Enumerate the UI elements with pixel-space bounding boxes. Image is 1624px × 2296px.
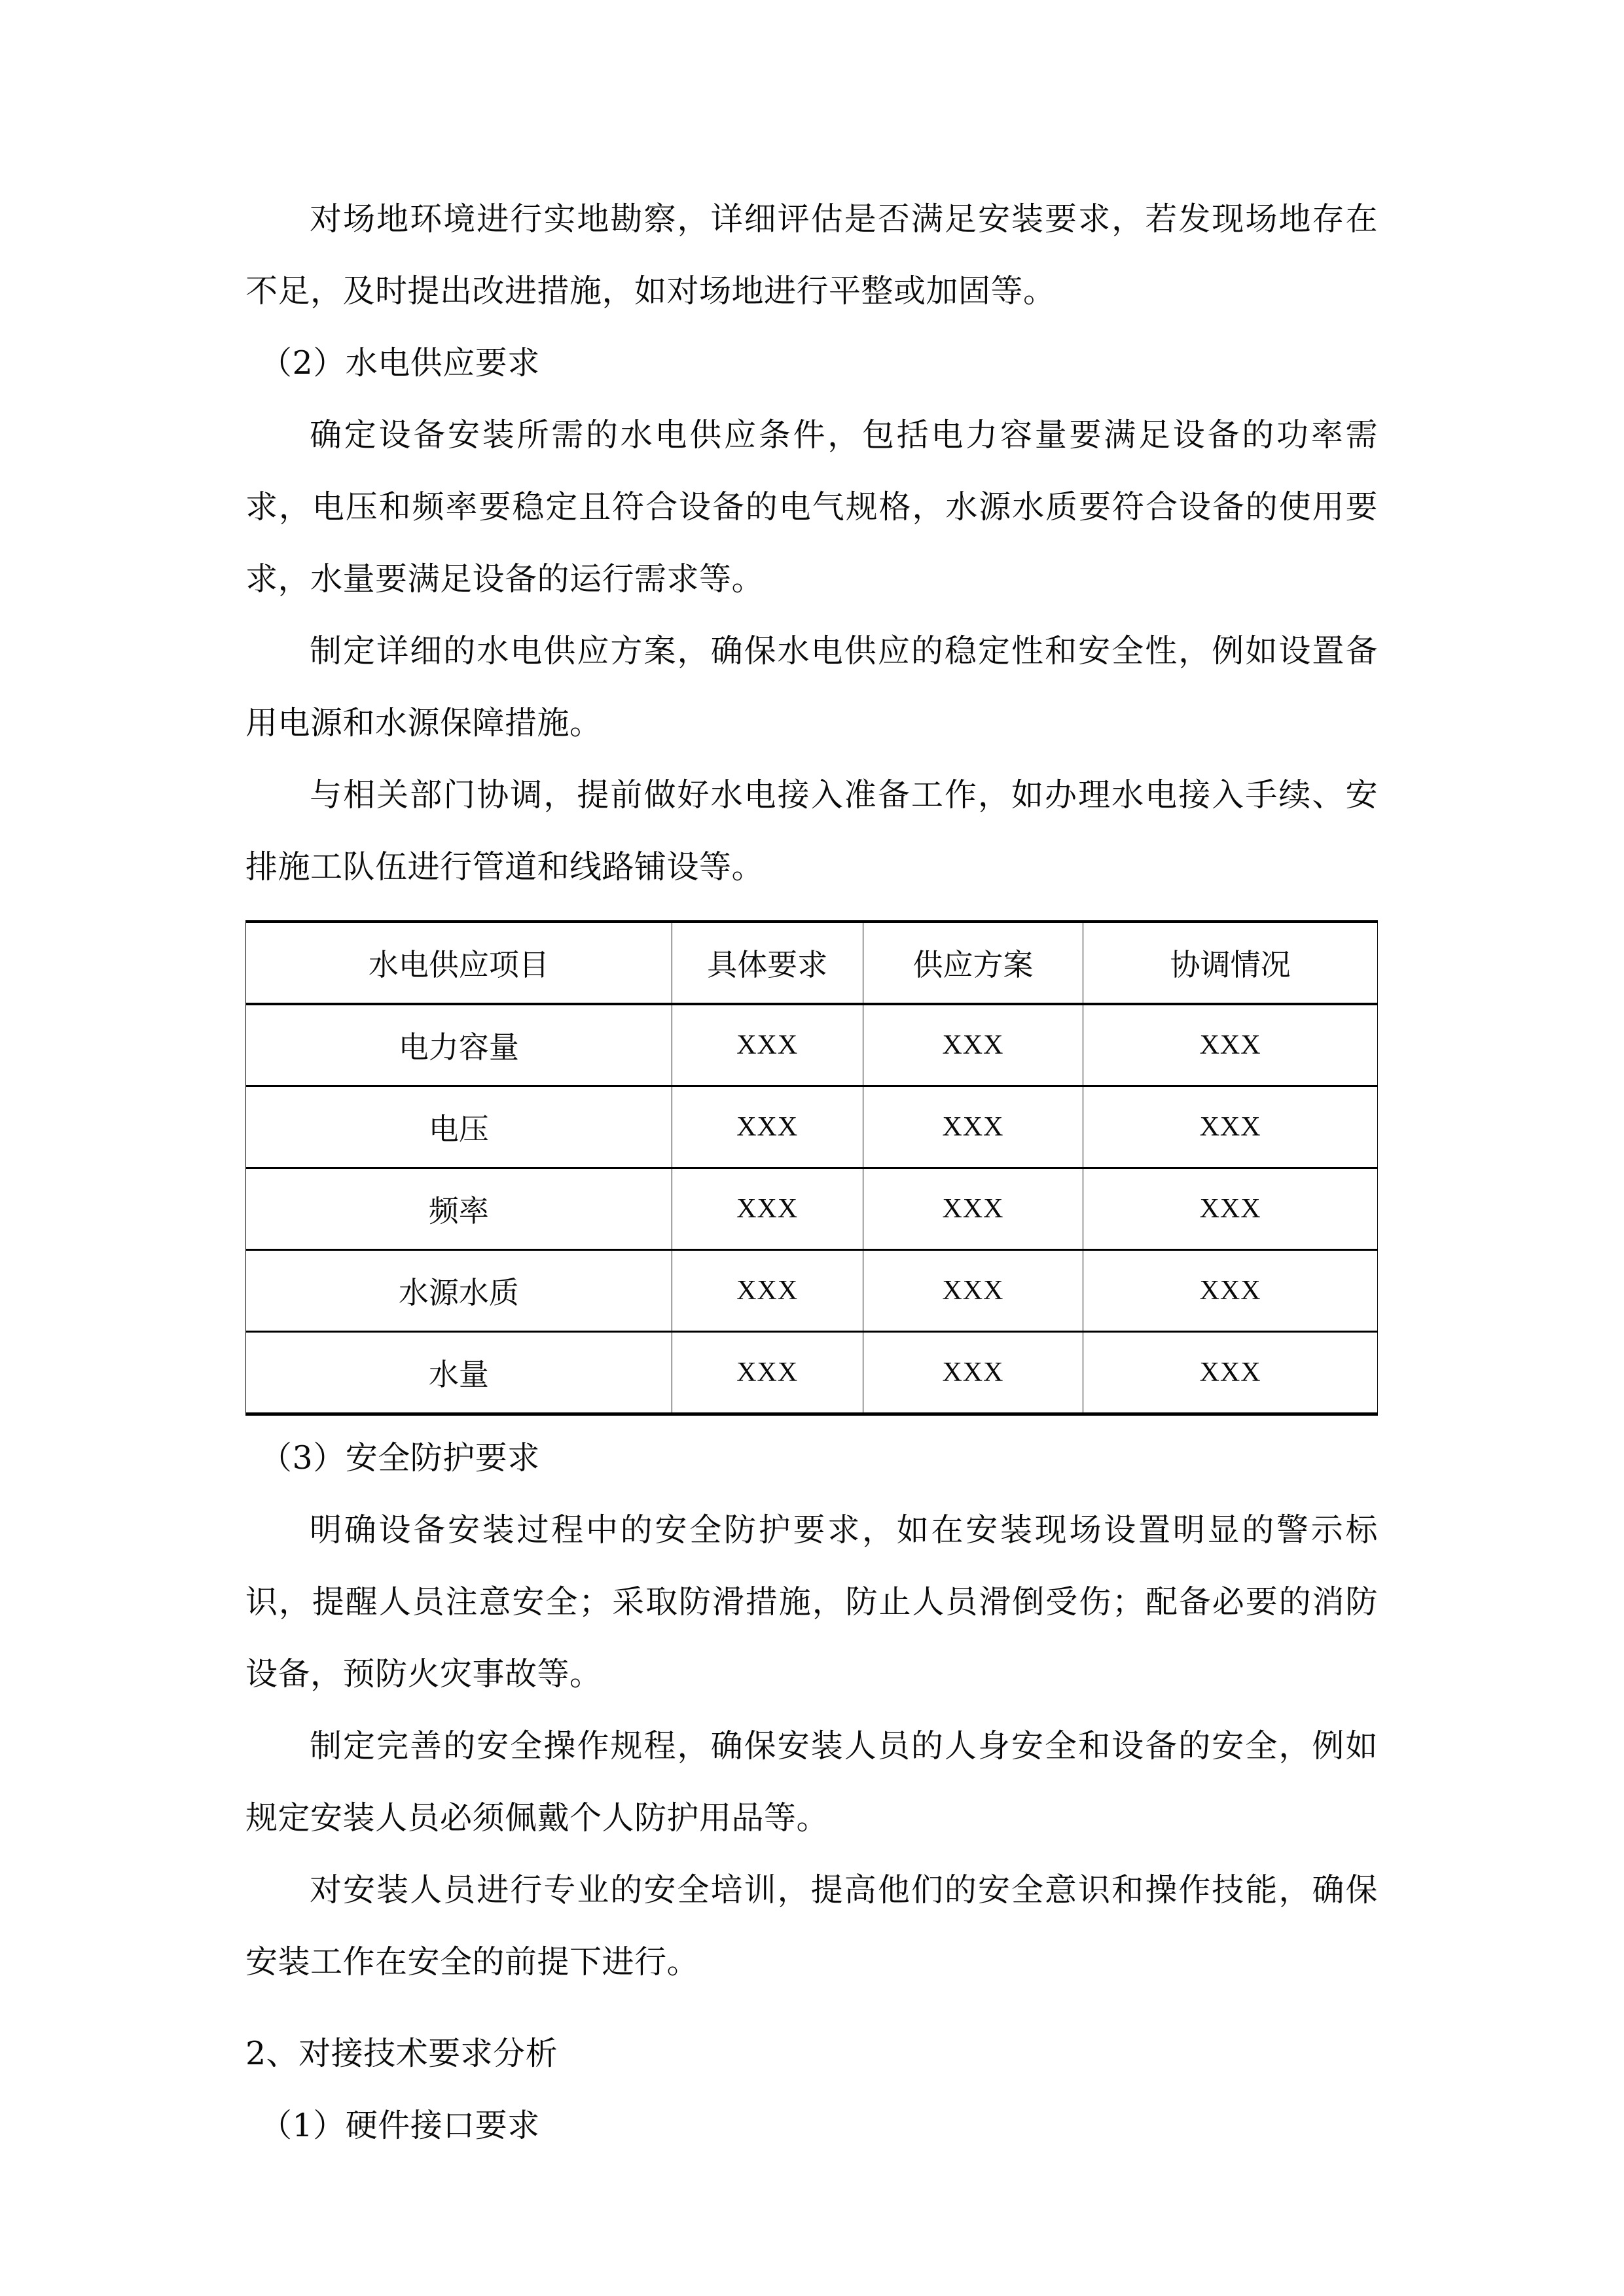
- paragraph-supply-conditions: 确定设备安装所需的水电供应条件，包括电力容量要满足设备的功率需求，电压和频率要稳定且符合设备的电气规格，水源水质要符合设备的使用要求，水量要满足设备的运行需求等。: [245, 416, 1378, 598]
- cell-item: 水源水质: [246, 1250, 672, 1332]
- cell-plan: XXX: [863, 1086, 1083, 1168]
- table-row: [246, 1168, 1378, 1250]
- paragraph-supply-plan: 制定详细的水电供应方案，确保水电供应的稳定性和安全性，例如设置备用电源和水源保障措施。: [245, 632, 1378, 742]
- column-header-plan: 供应方案: [863, 922, 1083, 1004]
- cell-item: 频率: [246, 1168, 672, 1250]
- cell-plan: XXX: [863, 1332, 1083, 1414]
- paragraph-safety-requirements: 明确设备安装过程中的安全防护要求，如在安装现场设置明显的警示标识，提醒人员注意安全；采取防滑措施，防止人员滑倒受伤；配备必要的消防设备，预防火灾事故等。: [245, 1511, 1378, 1693]
- paragraph-department-coordination: 与相关部门协调，提前做好水电接入准备工作，如办理水电接入手续、安排施工队伍进行管道和线路铺设等。: [245, 776, 1378, 886]
- column-header-requirement: 具体要求: [672, 922, 863, 1004]
- cell-requirement: XXX: [672, 1332, 863, 1414]
- heading-technical-docking-analysis: 2、对接技术要求分析: [245, 2035, 558, 2072]
- cell-plan: XXX: [863, 1004, 1083, 1086]
- cell-item: 电压: [246, 1086, 672, 1168]
- cell-item: 电力容量: [246, 1004, 672, 1086]
- cell-requirement: XXX: [672, 1086, 863, 1168]
- cell-requirement: XXX: [672, 1004, 863, 1086]
- paragraph-site-survey: 对场地环境进行实地勘察，详细评估是否满足安装要求，若发现场地存在不足，及时提出改进措施，如对场地进行平整或加固等。: [245, 200, 1378, 310]
- cell-coordination: XXX: [1083, 1250, 1378, 1332]
- water-power-supply-table: [245, 920, 1378, 1416]
- cell-requirement: XXX: [672, 1250, 863, 1332]
- table-row: [246, 1250, 1378, 1332]
- heading-water-power-supply: （2）水电供应要求: [260, 344, 540, 382]
- cell-item: 水量: [246, 1332, 672, 1414]
- table-row: [246, 1332, 1378, 1414]
- column-header-coordination: 协调情况: [1083, 922, 1378, 1004]
- table-header-row: [246, 922, 1378, 1004]
- cell-coordination: XXX: [1083, 1004, 1378, 1086]
- cell-plan: XXX: [863, 1250, 1083, 1332]
- cell-coordination: XXX: [1083, 1168, 1378, 1250]
- cell-coordination: XXX: [1083, 1332, 1378, 1414]
- heading-hardware-interface: （1）硬件接口要求: [260, 2107, 540, 2144]
- cell-plan: XXX: [863, 1168, 1083, 1250]
- table-row: [246, 1086, 1378, 1168]
- cell-requirement: XXX: [672, 1168, 863, 1250]
- table-row: [246, 1004, 1378, 1086]
- heading-safety-protection: （3）安全防护要求: [260, 1439, 540, 1477]
- paragraph-safety-procedures: 制定完善的安全操作规程，确保安装人员的人身安全和设备的安全，例如规定安装人员必须佩戴个人防护用品等。: [245, 1727, 1378, 1837]
- paragraph-safety-training: 对安装人员进行专业的安全培训，提高他们的安全意识和操作技能，确保安装工作在安全的前提下进行。: [245, 1871, 1378, 1981]
- column-header-item: 水电供应项目: [246, 922, 672, 1004]
- section-spacer: [245, 1998, 1378, 2018]
- cell-coordination: XXX: [1083, 1086, 1378, 1168]
